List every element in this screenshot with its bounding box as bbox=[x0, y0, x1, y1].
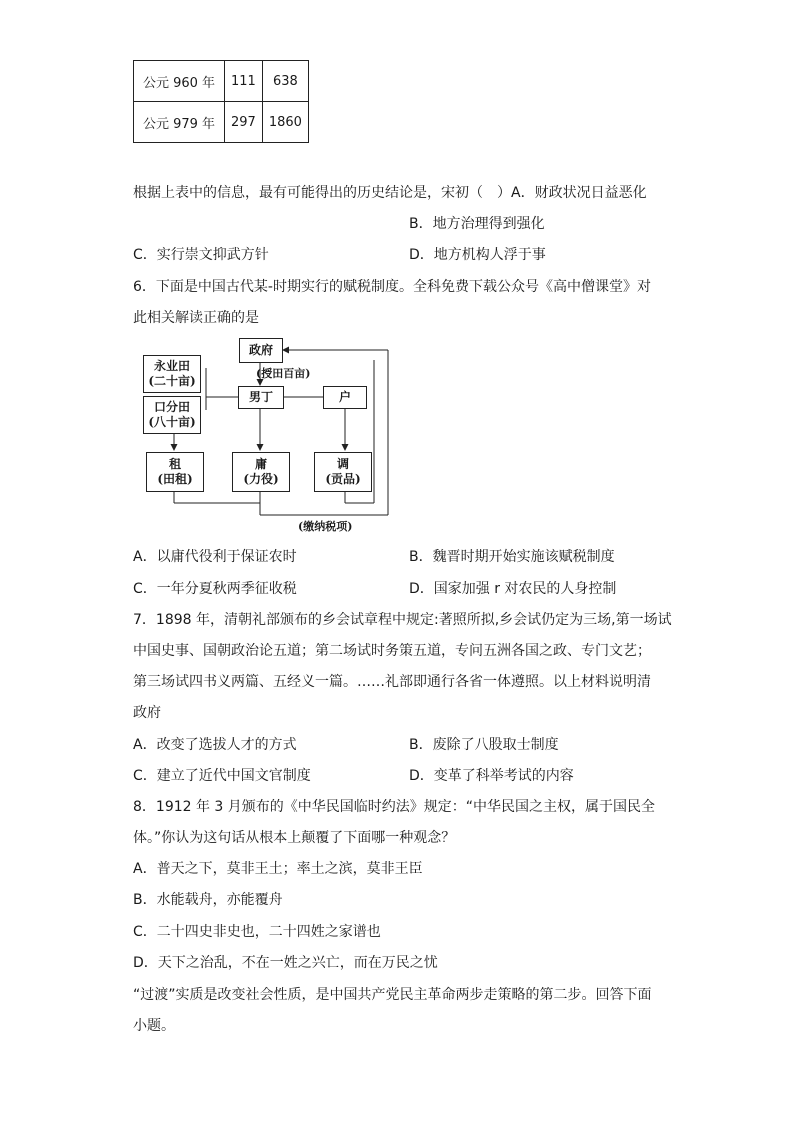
gov-box bbox=[239, 338, 283, 363]
jiaona-label: (缴纳税项) bbox=[298, 520, 353, 533]
table-cell: 公元 979 年 bbox=[134, 102, 225, 143]
q7-line1: 7．1898 年，清朝礼部颁布的乡会试章程中规定:著照所拟,乡会试仍定为三场,第一场试 bbox=[133, 612, 672, 628]
yong-sub-label: (力役) bbox=[243, 472, 279, 486]
diao-label: 调 bbox=[336, 457, 349, 471]
table-row bbox=[134, 102, 309, 143]
q7-option-a: A．改变了选拔人才的方式 bbox=[133, 737, 297, 753]
passage-line2: 小题。 bbox=[133, 1018, 175, 1034]
q6-option-a: A．以庸代役利于保证农时 bbox=[133, 549, 297, 565]
data-table bbox=[133, 60, 309, 143]
q6-option-d: D．国家加强 r 对农民的人身控制 bbox=[409, 581, 617, 597]
q8-option-b: B．水能载舟，亦能覆舟 bbox=[133, 892, 283, 908]
table-cell: 公元 960 年 bbox=[134, 61, 225, 102]
zu-label: 租 bbox=[168, 457, 181, 471]
yongye-label: 永业田 bbox=[153, 359, 190, 373]
yong-box bbox=[232, 452, 290, 492]
yong-label: 庸 bbox=[254, 457, 267, 471]
q7-option-d: D．变革了科举考试的内容 bbox=[409, 768, 574, 784]
q5-option-c: C．实行崇文抑武方针 bbox=[133, 247, 269, 263]
q8-option-d: D．天下之治乱，不在一姓之兴亡，而在万民之忧 bbox=[133, 955, 438, 971]
yongye-tian-box bbox=[143, 355, 201, 393]
q7-line4: 政府 bbox=[133, 705, 161, 721]
table-cell: 297 bbox=[225, 102, 263, 143]
tax-system-diagram bbox=[138, 336, 398, 536]
q7-option-b: B．废除了八股取士制度 bbox=[409, 737, 559, 753]
q6-stem-line2: 此相关解读正确的是 bbox=[133, 310, 259, 326]
q6-option-b: B．魏晋时期开始实施该赋税制度 bbox=[409, 549, 615, 565]
q5-stem: 根据上表中的信息，最有可能得出的历史结论是，宋初（ ）A．财政状况日益恶化 bbox=[133, 185, 647, 201]
diao-box bbox=[314, 452, 372, 492]
passage-line1: “过渡”实质是改变社会性质，是中国共产党民主革命两步走策略的第二步。回答下面 bbox=[133, 987, 652, 1003]
table-cell: 638 bbox=[262, 61, 308, 102]
koufen-tian-box bbox=[143, 396, 201, 434]
q8-line1: 8．1912 年 3 月颁布的《中华民国临时约法》规定：“中华民国之主权，属于国民全 bbox=[133, 799, 656, 815]
q6-stem-line1: 6．下面是中国古代某-时期实行的赋税制度。全科免费下载公众号《高中僧课堂》对 bbox=[133, 279, 651, 295]
table-row bbox=[134, 61, 309, 102]
koufen-label: 口分田 bbox=[153, 400, 190, 414]
q8-option-a: A．普天之下，莫非王土；率土之滨，莫非王臣 bbox=[133, 861, 423, 877]
q8-line2: 体。”你认为这句话从根本上颠覆了下面哪一种观念？ bbox=[133, 830, 456, 846]
q7-line3: 第三场试四书义两篇、五经义一篇。……礼部即通行各省一体遵照。以上材料说明清 bbox=[133, 674, 651, 690]
diao-sub-label: (贡品) bbox=[325, 472, 361, 486]
hu-label: 户 bbox=[338, 390, 351, 404]
nanding-box bbox=[238, 386, 284, 409]
table-cell: 1860 bbox=[262, 102, 308, 143]
shoutian-label: (授田百亩) bbox=[256, 367, 311, 380]
zu-sub-label: (田租) bbox=[157, 472, 193, 486]
zu-box bbox=[146, 452, 204, 492]
q7-option-c: C．建立了近代中国文官制度 bbox=[133, 768, 311, 784]
yongye-sub-label: (二十亩) bbox=[148, 374, 196, 388]
table-cell: 111 bbox=[225, 61, 263, 102]
q5-option-b: B．地方治理得到强化 bbox=[409, 216, 545, 232]
q6-option-c: C．一年分夏秋两季征收税 bbox=[133, 581, 297, 597]
gov-label: 政府 bbox=[248, 343, 273, 357]
nanding-label: 男丁 bbox=[248, 390, 273, 404]
q8-option-c: C．二十四史非史也，二十四姓之家谱也 bbox=[133, 924, 381, 940]
q7-line2: 中国史事、国朝政治论五道；第二场试时务策五道，专问五洲各国之政、专门文艺； bbox=[133, 643, 651, 659]
hu-box bbox=[323, 386, 367, 409]
koufen-sub-label: (八十亩) bbox=[148, 415, 196, 429]
q5-option-d: D．地方机构人浮于事 bbox=[409, 247, 546, 263]
